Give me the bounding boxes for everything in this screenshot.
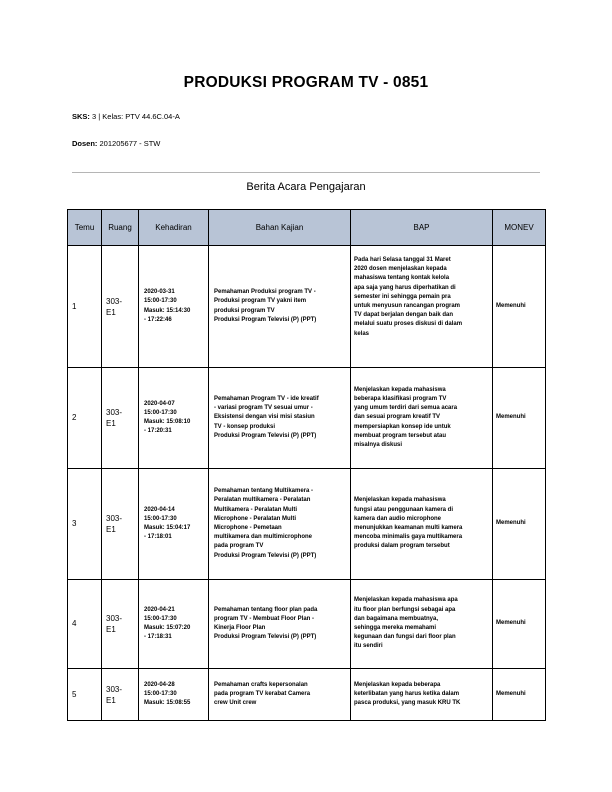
bahan-line: Microphone - Peralatan Multi	[214, 515, 297, 522]
cell-bahan-kajian	[209, 246, 351, 368]
ruang-line: E1	[106, 307, 116, 317]
bahan-line: Kinerja Floor Plan	[214, 625, 266, 631]
bap-line: itu sendiri	[354, 643, 383, 650]
cell-ruang	[102, 580, 139, 669]
ruang-line: 303-	[106, 296, 123, 306]
bap-line: dan sesuai program kreatif TV	[354, 414, 441, 421]
kehadiran-line: 15:00-17:30	[144, 690, 177, 697]
bap-line: itu floor plan berfungsi sebagai apa	[354, 606, 456, 613]
kehadiran-line: 15:00-17:30	[144, 298, 177, 305]
ruang-line: E1	[106, 625, 116, 634]
ruang-line: 303-	[106, 408, 123, 417]
bahan-line: Microphone - Pemetaan	[214, 525, 282, 531]
kehadiran-line: 2020-03-31	[144, 289, 175, 296]
bahan-line: pada program TV	[214, 543, 264, 550]
ruang-line: E1	[106, 695, 116, 705]
bahan-line: Peralatan multikamera - Peralatan	[214, 497, 311, 504]
cell-bap	[351, 580, 493, 669]
kehadiran-line: 15:00-17:30	[144, 615, 177, 622]
cell-bap	[351, 469, 493, 580]
bap-line: kelas	[354, 330, 370, 337]
bap-line: melalui suatu proses diskusi di dalam	[354, 321, 463, 328]
sks-class-value: 3 | Kelas: PTV 44.6C.04-A	[92, 112, 180, 121]
course-credits	[72, 112, 180, 121]
bap-line: sehingga mereka memahami	[354, 625, 437, 631]
bap-line: Menjelaskan kepada beberapa	[354, 681, 441, 688]
bahan-line: pada program TV kerabat Camera	[214, 690, 311, 697]
bap-line: membuat program tersebut atau	[354, 432, 447, 439]
bap-line: mahasiswa tentang kontak kelola	[354, 275, 450, 282]
kehadiran-line: - 17:18:01	[144, 534, 172, 541]
ruang-line: E1	[106, 419, 116, 428]
bap-line: Pada hari Selasa tanggal 31 Maret	[354, 257, 451, 263]
divider	[72, 172, 540, 173]
kehadiran-line: 2020-04-28	[144, 681, 175, 688]
table-row	[68, 246, 546, 368]
bap-line: semester ini sehingga pemain pra	[354, 293, 451, 300]
cell-monev: Memenuhi	[493, 669, 546, 721]
header-kehadiran: Kehadiran	[139, 210, 209, 246]
cell-temu: 4	[68, 580, 102, 669]
cell-monev: Memenuhi	[493, 368, 546, 469]
header-bahan-kajian: Bahan Kajian	[209, 210, 351, 246]
bap-line: menunjukkan keamanan multi kamera	[354, 525, 463, 531]
section-title: Berita Acara Pengajaran	[246, 181, 366, 193]
bap-line: Menjelaskan kepada mahasiswa	[354, 386, 446, 393]
dosen-value: 201205677 - STW	[99, 139, 161, 148]
bap-line: untuk menyusun rancangan program	[354, 303, 461, 310]
bap-line: mempersiapkan konsep ide untuk	[354, 423, 451, 430]
bahan-line: Produksi Program Televisi (P) (PPT)	[214, 552, 317, 559]
bap-line: produksi dalam program tersebut	[354, 543, 450, 550]
bahan-line: Pemahaman Produksi program TV -	[214, 289, 316, 296]
bahan-line: Pemahaman tentang floor plan pada	[214, 606, 318, 613]
bahan-line: crew Unit crew	[214, 700, 257, 707]
bahan-line: Produksi Program Televisi (P) (PPT)	[214, 316, 317, 323]
kehadiran-line: 2020-04-21	[144, 606, 175, 613]
bahan-line: program TV - Membuat Floor Plan -	[214, 615, 315, 622]
bap-line: mencoba minimalis gaya multikamera	[354, 534, 463, 541]
bahan-line: TV - konsep produksi	[214, 423, 276, 430]
bahan-line: produksi program TV	[214, 307, 275, 314]
ruang-line: 303-	[106, 684, 123, 694]
table-row	[68, 669, 546, 721]
bahan-line: Pemahaman crafts kepersonalan	[214, 681, 308, 688]
table-header-row	[68, 210, 546, 246]
bap-line: Menjelaskan kepada mahasiswa apa	[354, 597, 458, 604]
bap-line: TV dapat berjalan dengan baik dan	[354, 312, 454, 319]
bap-line: beberapa klasifikasi program TV	[354, 395, 447, 402]
cell-ruang	[102, 246, 139, 368]
teaching-record-table	[67, 209, 546, 721]
header-monev: MONEV	[493, 210, 546, 246]
cell-kehadiran	[139, 246, 209, 368]
page-title: PRODUKSI PROGRAM TV - 0851	[183, 74, 429, 91]
kehadiran-line: - 17:18:31	[144, 634, 172, 641]
bahan-line: multikamera dan multimicrophone	[214, 534, 313, 541]
cell-temu: 2	[68, 368, 102, 469]
bap-line: kamera dan audio microphone	[354, 515, 442, 522]
kehadiran-line: - 17:22:46	[144, 316, 172, 323]
cell-temu: 3	[68, 469, 102, 580]
bap-line: pasca produksi, yang masuk KRU TK	[354, 700, 461, 707]
cell-ruang	[102, 669, 139, 721]
ruang-line: 303-	[106, 514, 123, 523]
kehadiran-line: Masuk: 15:14:30	[144, 307, 191, 314]
kehadiran-line: - 17:20:31	[144, 428, 172, 435]
bap-line: kegunaan dan fungsi dari floor plan	[354, 634, 456, 641]
cell-ruang	[102, 368, 139, 469]
kehadiran-line: Masuk: 15:04:17	[144, 525, 191, 531]
cell-ruang	[102, 469, 139, 580]
cell-kehadiran	[139, 580, 209, 669]
cell-monev: Memenuhi	[493, 246, 546, 368]
kehadiran-line: Masuk: 15:08:55	[144, 700, 191, 707]
ruang-line: E1	[106, 525, 116, 534]
bahan-line: Produksi program TV yakni item	[214, 298, 307, 305]
bap-line: 2020 dosen menjelaskan kepada	[354, 266, 447, 273]
bap-line: dan bagaimana membuatnya,	[354, 615, 439, 622]
dosen-label: Dosen:	[72, 139, 98, 148]
bap-line: misalnya diskusi	[354, 442, 403, 448]
cell-monev: Memenuhi	[493, 580, 546, 669]
cell-kehadiran	[139, 368, 209, 469]
header-temu: Temu	[68, 210, 102, 246]
cell-bahan-kajian	[209, 368, 351, 469]
table-row	[68, 368, 546, 469]
bap-line: fungsi atau penggunaan kamera di	[354, 506, 454, 513]
bahan-line: Multikamera - Peralatan Multi	[214, 506, 298, 513]
cell-temu: 1	[68, 246, 102, 368]
header-bap: BAP	[351, 210, 493, 246]
bahan-line: Pemahaman tentang Multikamera -	[214, 488, 314, 495]
bap-line: yang umum terdiri dari semua acara	[354, 405, 458, 412]
bahan-line: Produksi Program Televisi (P) (PPT)	[214, 432, 317, 439]
kehadiran-line: 2020-04-07	[144, 400, 175, 407]
course-lecturer	[72, 139, 160, 148]
cell-kehadiran	[139, 469, 209, 580]
sks-label: SKS:	[72, 112, 90, 121]
bap-line: apa saja yang harus diperhatikan di	[354, 284, 456, 291]
cell-bap	[351, 246, 493, 368]
kehadiran-line: 2020-04-14	[144, 506, 175, 513]
kehadiran-line: 15:00-17:30	[144, 409, 177, 416]
kehadiran-line: Masuk: 15:07:20	[144, 625, 191, 631]
cell-bap	[351, 368, 493, 469]
bahan-line: - variasi program TV sesuai umur -	[214, 405, 313, 412]
cell-bahan-kajian	[209, 469, 351, 580]
cell-temu: 5	[68, 669, 102, 721]
header-ruang: Ruang	[102, 210, 139, 246]
bap-line: Menjelaskan kepada mahasiswa	[354, 497, 446, 504]
ruang-line: 303-	[106, 614, 123, 623]
cell-bap	[351, 669, 493, 721]
cell-monev: Memenuhi	[493, 469, 546, 580]
cell-kehadiran	[139, 669, 209, 721]
bap-line: keterlibatan yang harus ketika dalam	[354, 690, 460, 697]
table-row	[68, 580, 546, 669]
table-row	[68, 469, 546, 580]
cell-bahan-kajian	[209, 580, 351, 669]
cell-bahan-kajian	[209, 669, 351, 721]
bahan-line: Pemahaman Program TV - ide kreatif	[214, 395, 319, 402]
kehadiran-line: Masuk: 15:08:10	[144, 419, 191, 425]
bahan-line: Produksi Program Televisi (P) (PPT)	[214, 634, 317, 641]
bahan-line: Eksistensi dengan visi misi stasiun	[214, 414, 315, 421]
kehadiran-line: 15:00-17:30	[144, 515, 177, 522]
